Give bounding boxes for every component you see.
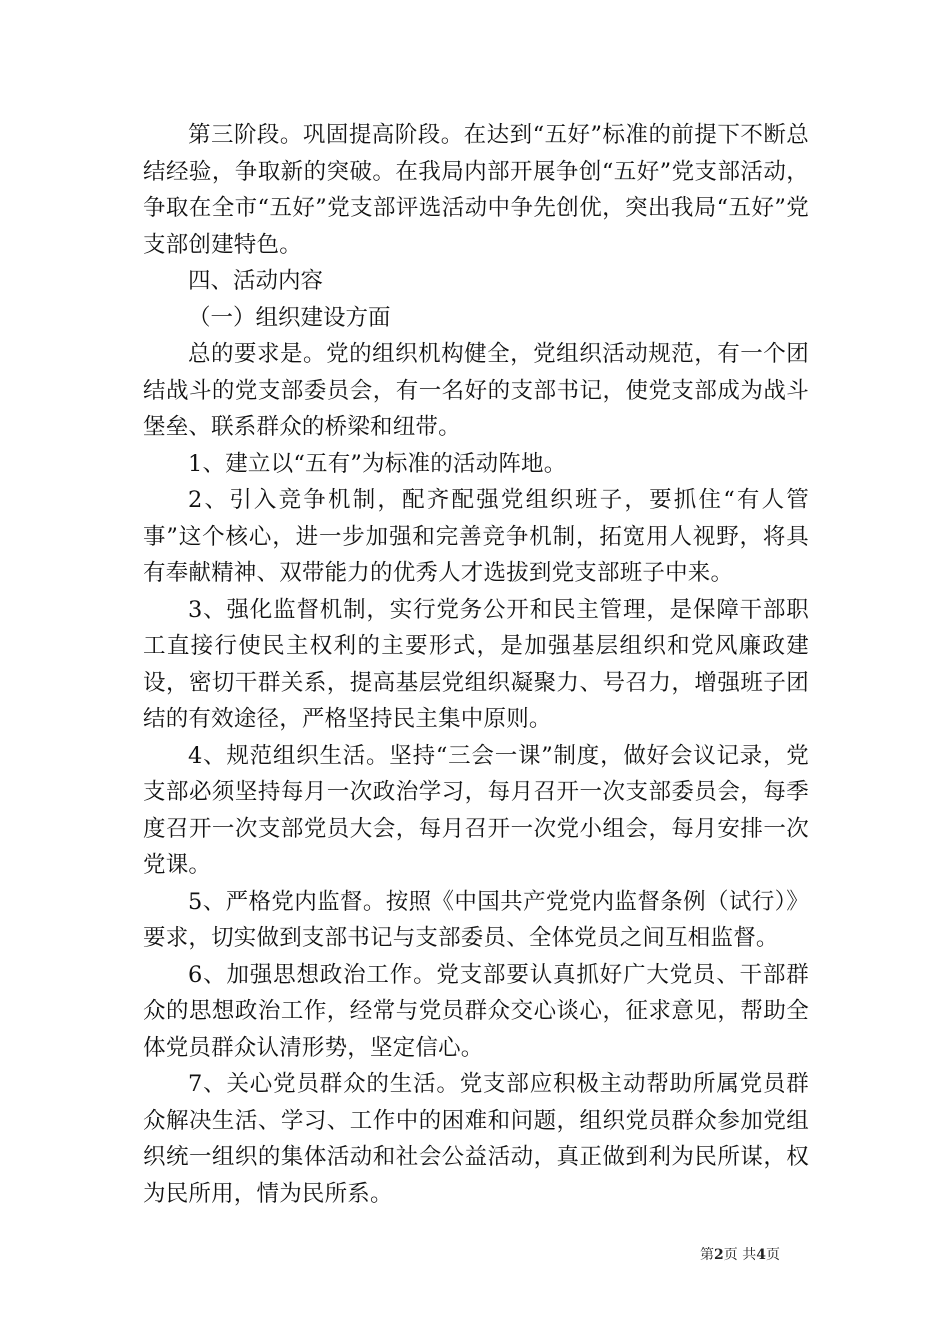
list-item-3: 3、强化监督机制，实行党务公开和民主管理，是保障干部职工直接行使民主权利的主要形式，是加强基层组织和党风廉政建设，密切干群关系，提高基层党组织凝聚力、号召力，增强班子团结的有效途径，严格坚持民主集中原则。	[143, 596, 809, 732]
subsection-heading-organization: （一）组织建设方面	[188, 304, 391, 331]
list-item-5: 5、严格党内监督。按照《中国共产党党内监督条例（试行）》要求，切实做到支部书记与支部委员、全体党员之间互相监督。	[143, 888, 809, 951]
footer-page-number: 2	[714, 1247, 724, 1263]
list-item-6: 6、加强思想政治工作。党支部要认真抓好广大党员、干部群众的思想政治工作，经常与党员群众交心谈心，征求意见，帮助全体党员群众认清形势，坚定信心。	[143, 961, 809, 1061]
paragraph-general-requirement: 总的要求是。党的组织机构健全，党组织活动规范，有一个团结战斗的党支部委员会，有一名好的支部书记，使党支部成为战斗堡垒、联系群众的桥梁和纽带。	[143, 341, 809, 440]
paragraph-stage-three: 第三阶段。巩固提高阶段。在达到“五好”标准的前提下不断总结经验，争取新的突破。在我局内部开展争创“五好”党支部活动，争取在全市“五好”党支部评选活动中争先创优，突出我局“五好”党支部创建特色。	[143, 122, 809, 258]
footer-prefix: 第	[700, 1247, 714, 1263]
footer-middle: 页 共	[723, 1247, 757, 1263]
page-footer	[700, 1246, 780, 1264]
section-heading-activity-content: 四、活动内容	[188, 268, 324, 294]
footer-suffix: 页	[765, 1247, 780, 1263]
list-item-4: 4、规范组织生活。坚持“三会一课”制度，做好会议记录，党支部必须坚持每月一次政治学习，每月召开一次支部委员会，每季度召开一次支部党员大会，每月召开一次党小组会，每月安排一次党课。	[143, 742, 809, 878]
footer-total-pages: 4	[756, 1247, 766, 1263]
list-item-2: 2、引入竞争机制，配齐配强党组织班子，要抓住“有人管事”这个核心，进一步加强和完善竞争机制，拓宽用人视野，将具有奉献精神、双带能力的优秀人才选拔到党支部班子中来。	[143, 487, 809, 586]
list-item-1: 1、建立以“五有”为标准的活动阵地。	[188, 450, 567, 477]
list-item-7: 7、关心党员群众的生活。党支部应积极主动帮助所属党员群众解决生活、学习、工作中的困难和问题，组织党员群众参加党组织统一组织的集体活动和社会公益活动，真正做到利为民所谋，权为民所用，情为民所系。	[143, 1071, 809, 1207]
document-body	[143, 117, 809, 1212]
